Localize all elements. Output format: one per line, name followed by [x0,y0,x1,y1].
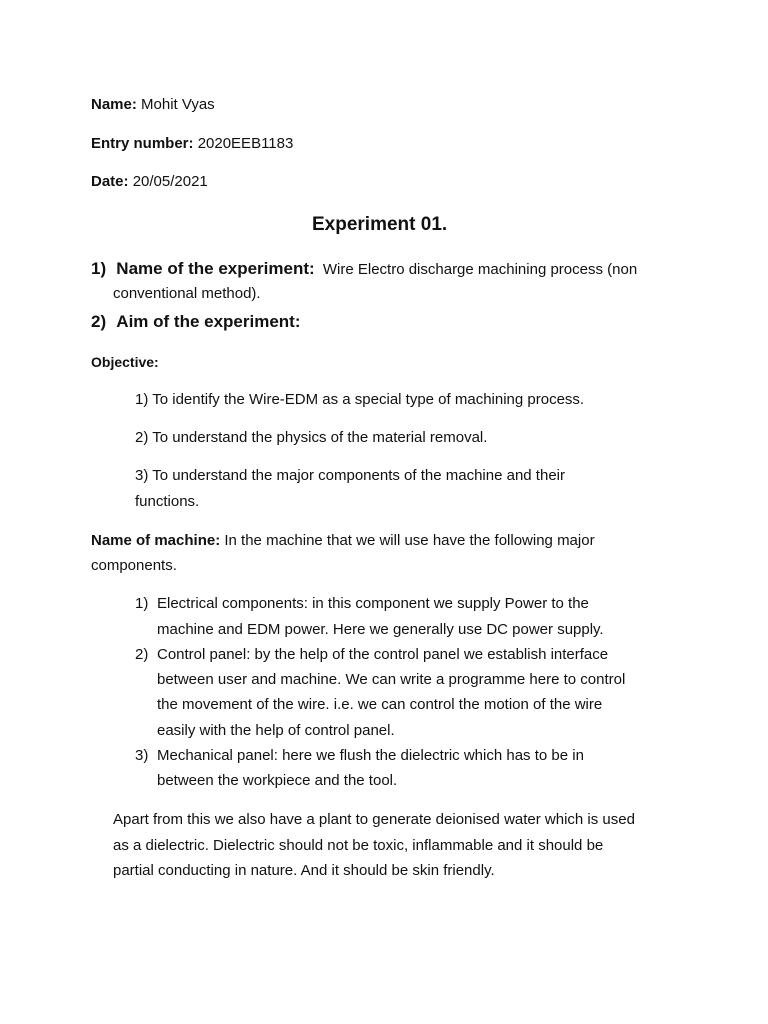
list-item-line: between the workpiece and the tool. [157,772,398,789]
list-item-number: 2) [135,646,149,663]
list-item-line: Control panel: by the help of the control panel we establish interface [157,646,609,663]
section2-heading: Aim of the experiment: [116,312,301,331]
objective-item: 1) To identify the Wire-EDM as a special type of machining process. [135,391,585,408]
closing-line: Apart from this we also have a plant to generate deionised water which is used [113,811,635,828]
date-line [91,172,208,192]
section1-line1 [91,258,637,281]
objective-item-cont: functions. [135,493,200,510]
closing-line: as a dielectric. Dielectric should not be toxic, inflammable and it should be [113,837,604,854]
entry-line [91,134,293,154]
closing-line: partial conducting in nature. And it should be skin friendly. [113,862,495,879]
objective-item: 3) To understand the major components of the machine and their [135,467,565,484]
machine-text-cont: components. [91,557,177,574]
name-label: Name: [91,96,137,113]
list-item-line: easily with the help of control panel. [157,722,395,739]
section1-text-cont: conventional method). [113,285,261,302]
objective-label: Objective: [91,354,159,370]
list-item-number: 1) [135,595,149,612]
name-line [91,95,215,115]
name-value: Mohit Vyas [141,96,215,113]
machine-label: Name of machine: [91,532,221,549]
section1-heading: Name of the experiment: [116,259,315,278]
section1-number: 1) [91,259,107,278]
list-item-line: between user and machine. We can write a programme here to control [157,671,626,688]
date-label: Date: [91,173,129,190]
list-item-line: machine and EDM power. Here we generally use DC power supply. [157,621,604,638]
entry-label: Entry number: [91,135,194,152]
list-item-line: Electrical components: in this component we supply Power to the [157,595,589,612]
section1-text: Wire Electro discharge machining process (non [322,261,638,278]
document-title: Experiment 01. [312,214,448,235]
section2-number: 2) [91,312,107,331]
section2-line [91,311,301,334]
date-value: 20/05/2021 [132,173,208,190]
entry-value: 2020EEB1183 [197,135,294,152]
list-item-line: the movement of the wire. i.e. we can control the motion of the wire [157,696,603,713]
list-item-line: Mechanical panel: here we flush the dielectric which has to be in [157,747,584,764]
machine-intro [91,531,595,551]
machine-text: In the machine that we will use have the following major [224,532,595,549]
objective-item: 2) To understand the physics of the material removal. [135,429,488,446]
list-item-number: 3) [135,747,149,764]
